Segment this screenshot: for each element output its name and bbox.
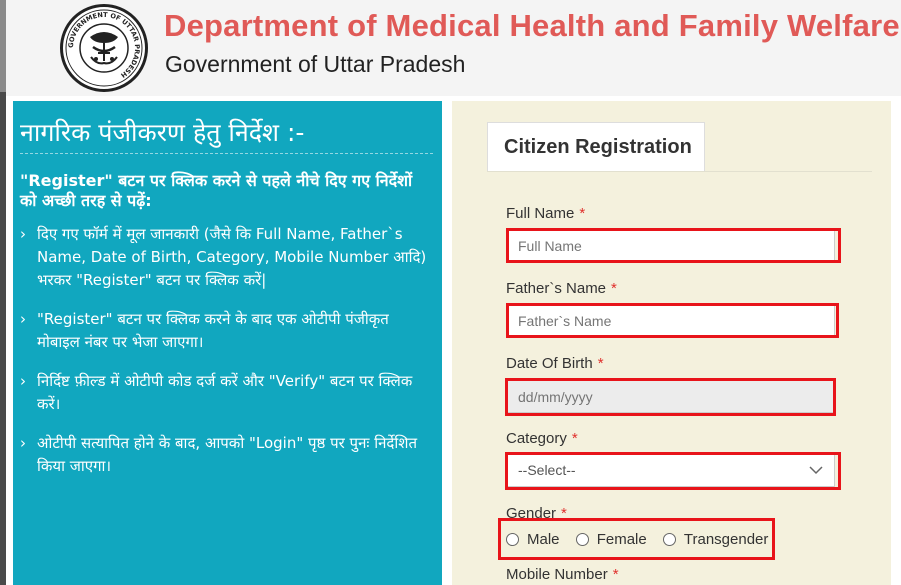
instructions-panel bbox=[13, 101, 442, 585]
tab-label: Citizen Registration bbox=[504, 136, 692, 158]
instruction-item bbox=[20, 223, 432, 292]
instruction-item bbox=[20, 370, 432, 416]
full-name-input[interactable] bbox=[507, 229, 835, 262]
intro-register-keyword: "Register" bbox=[20, 171, 113, 190]
government-subtitle: Government of Uttar Pradesh bbox=[165, 51, 466, 77]
instructions-divider bbox=[20, 153, 433, 154]
required-mark: * bbox=[561, 505, 567, 522]
mobile-label-text: Mobile Number bbox=[506, 566, 608, 583]
required-mark: * bbox=[597, 355, 604, 372]
full-name-label-text: Full Name bbox=[506, 205, 575, 222]
instruction-text: निर्दिष्ट फ़ील्ड में ओटीपी कोड दर्ज करें और "Verify" बटन पर क्लिक करें। bbox=[37, 372, 413, 413]
instruction-item bbox=[20, 432, 432, 478]
window-left-edge bbox=[0, 0, 6, 585]
category-label-text: Category bbox=[506, 430, 567, 447]
father-name-label bbox=[506, 280, 617, 297]
tab-citizen-registration[interactable] bbox=[487, 122, 705, 171]
chevron-right-icon: › bbox=[20, 434, 26, 452]
instruction-item bbox=[20, 308, 432, 354]
full-name-label bbox=[506, 205, 585, 222]
dob-label-text: Date Of Birth bbox=[506, 355, 593, 372]
gender-option-transgender[interactable] bbox=[663, 531, 769, 548]
category-label bbox=[506, 430, 578, 447]
required-mark: * bbox=[579, 205, 586, 222]
instructions-intro bbox=[20, 171, 432, 211]
chevron-down-icon bbox=[808, 459, 824, 481]
gender-option-label: Transgender bbox=[683, 531, 769, 548]
required-mark: * bbox=[571, 430, 578, 447]
chevron-right-icon: › bbox=[20, 225, 26, 243]
required-mark: * bbox=[611, 280, 617, 297]
category-selected-value: --Select-- bbox=[518, 462, 576, 478]
emblem-graphic bbox=[63, 7, 145, 89]
tab-underline bbox=[487, 171, 872, 172]
dob-label bbox=[506, 355, 604, 372]
radio-circle-icon[interactable] bbox=[663, 533, 676, 546]
father-name-label-text: Father`s Name bbox=[506, 280, 607, 297]
father-name-input[interactable] bbox=[507, 304, 835, 337]
mobile-label bbox=[506, 566, 619, 583]
date-of-birth-input[interactable] bbox=[507, 380, 835, 413]
instruction-text: ओटीपी सत्यापित होने के बाद, आपको "Login" पृष्ठ पर पुनः निर्देशित किया जाएगा। bbox=[37, 434, 418, 475]
gender-option-label: Female bbox=[596, 531, 647, 548]
gender-option-label: Male bbox=[527, 531, 560, 548]
instructions-title: नागरिक पंजीकरण हेतु निर्देश :- bbox=[20, 118, 305, 147]
intro-text: बटन पर क्लिक करने से पहले नीचे दिए गए निर्देशों को अच्छी तरह से पढ़ें: bbox=[20, 171, 413, 210]
gender-option-male[interactable] bbox=[506, 531, 560, 548]
instruction-text: "Register" बटन पर क्लिक करने के बाद एक ओटीपी पंजीकृत मोबाइल नंबर पर भेजा जाएगा। bbox=[37, 310, 389, 351]
radio-circle-icon[interactable] bbox=[506, 533, 519, 546]
department-title: Department of Medical Health and Family Welfare bbox=[164, 8, 900, 43]
gender-option-female[interactable] bbox=[576, 531, 647, 548]
gender-label bbox=[506, 505, 567, 522]
gender-label-text: Gender bbox=[506, 505, 557, 522]
registration-form-panel bbox=[452, 101, 891, 585]
required-mark: * bbox=[612, 566, 619, 583]
instruction-text: दिए गए फॉर्म में मूल जानकारी (जैसे कि Full Name, Father`s Name, Date of Birth, Category, Mobile Number आदि) भरकर "Register" बटन पर क्लिक करें| bbox=[37, 225, 427, 289]
chevron-right-icon: › bbox=[20, 310, 26, 328]
emblem-ring-text: GOVERNMENT OF UTTAR PRADESH bbox=[66, 10, 142, 80]
window-left-edge-light bbox=[0, 0, 6, 92]
radio-circle-icon[interactable] bbox=[576, 533, 589, 546]
gender-radio-group bbox=[506, 531, 780, 550]
category-select[interactable] bbox=[507, 454, 835, 487]
up-government-emblem-icon bbox=[60, 4, 148, 92]
chevron-right-icon: › bbox=[20, 372, 26, 390]
instructions-list bbox=[20, 223, 432, 494]
